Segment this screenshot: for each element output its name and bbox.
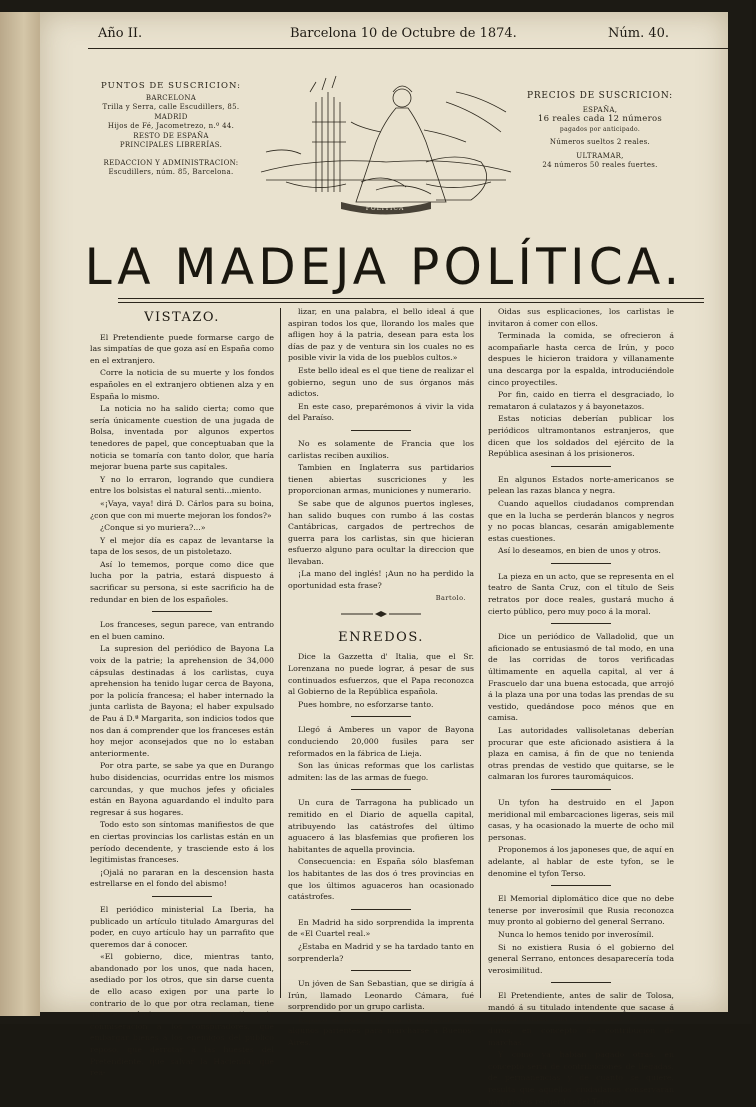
section-heading-enredos: ENREDOS. [338, 629, 424, 645]
paragraph: Este bello ideal es el que tiene de realizar el gobierno, segun uno de sus órganos más adictos. [288, 365, 474, 399]
paragraph: No es solamente de Francia que los carlistas reciben auxilios. [288, 438, 474, 460]
paragraph: El Pretendiente puede formarse cargo de las simpatías de que goza así en España como en el extranjero. [90, 332, 274, 365]
separator [351, 716, 411, 718]
paragraph: Un jóven de San Sebastian, que se dirigía á Irún, llamado Leonardo Cámara, fué sorprendido por un grupo carlista. [288, 979, 474, 1012]
column-1 [90, 310, 274, 1078]
section-heading-vistazo: VISTAZO. [144, 310, 220, 325]
price-line: 24 números 50 reales fuertes. [542, 161, 658, 169]
separator [152, 611, 212, 613]
separator [351, 909, 411, 911]
paragraph: Son las únicas reformas que los carlistas admiten: las de las armas de fuego. [288, 761, 474, 782]
paragraph: Oidas sus esplicaciones, los carlistas le invitaron á comer con ellos. [488, 307, 674, 328]
paragraph: Por otra parte, se sabe ya que en Durango hubo disidencias, ocurridas entre los mismos carcundas, y que muchos jefes y oficiales están en Bayona aguardando el indulto para regresar á sus hogares. [90, 761, 274, 817]
paragraph: Y como ya habian pagado otras, en concepto sería de contribuciones de llegadas, de permanencias y de cuanto se quiere, resulta que aquellos ciudadanos conservarán muy gratos recuerdos del Terso. [488, 1050, 674, 1106]
separator [551, 982, 611, 984]
paragraph: Proponemos á los japoneses que, de aquí en adelante, al hablar de este tyfon, se le denomine el tyfon Terso. [488, 845, 674, 878]
paragraph: Y el mejor día es capaz de levantarse la tapa de los sesos, de un pistoletazo. [90, 535, 274, 557]
separator [551, 789, 611, 791]
vignette-banner: POLÍTICA [365, 205, 405, 212]
ornament-divider [288, 610, 474, 622]
year-label: Año II. [98, 26, 143, 41]
paragraph: lizar, en una palabra, el bello ideal á que aspiran todos los que, llorando los males que afligen hoy á la patria, desean para esta los días de paz y de ventura sin los cuales no es posible vivir la vida de los pueblos cultos.» [288, 307, 474, 363]
paragraph: Un tyfon ha destruido en el Japon meridional mil embarcaciones ligeras, seis mil casas, y ha ocasionado la muerte de ocho mil personas. [488, 797, 674, 842]
paragraph: Pues hombre, no esforzarse tanto. [298, 699, 434, 709]
vignette-illustration [256, 62, 516, 222]
paragraph: Los franceses, segun parece, van entrando en el buen camino. [90, 620, 274, 641]
paragraph: ¿Conque si yo muriera?...» [100, 523, 206, 533]
sp-line: Trilla y Serra, calle Escudillers, 85. [102, 103, 240, 111]
office-address: Escudillers, núm. 85, Barcelona. [108, 168, 234, 176]
column-rule-2 [480, 308, 481, 998]
paragraph: En Madrid ha sido sorprendida la imprenta de «El Cuartel real.» [288, 917, 474, 939]
paragraph: Todo esto son síntomas manifiestos de que en ciertas provincias los carlistas están en un período decendente, y trasciende esto á los legitimistas franceses. [90, 820, 274, 865]
sp-line: PRINCIPALES LIBRERÍAS. [119, 141, 223, 149]
ornament-icon [341, 610, 421, 618]
paragraph: «El gobierno, dice, mientras tanto, abandonado por los unos, que nada hacen, asediado por los otros, que sin darse cuenta de ello acaso exigen por una parte lo contrario de lo que por otra reclaman, tiene que ser enérgico y severo, que castigar sin conmiseracion á los conspiradores, que embargar bienes á los enemigos del público reposo, que derrotar á las huestes del Pretendiente, que salvar la Hacienda, que rea- [90, 952, 274, 1078]
paragraph: Estas noticias deberían publicar los periódicos ultramontanos estranjeros, que dicen que los soldados del ejército de la República asesinan á los prisioneros. [488, 414, 674, 459]
separator [551, 563, 611, 565]
separator [551, 623, 611, 625]
paragraph: Así lo tememos, porque como dice que lucha por la patria, estará dispuesto á sacrificar su persona, si este sacrificio ha de redundar en bien de los españoles. [90, 559, 274, 604]
sp-line: MADRID [154, 112, 188, 121]
paragraph: El Memorial diplomático dice que no debe tenerse por inverosímil que Rusia reconozca muy pronto al gobierno del general Serrano. [488, 894, 674, 927]
price-line: Números sueltos 2 reales. [549, 138, 651, 146]
paragraph: «¡Vaya, vaya! dirá D. Cárlos para su boina, ¿con que con mi muerte mejoran los fondos?» [90, 498, 274, 520]
signature: Bartolo. [435, 593, 466, 602]
allegorical-vignette [256, 62, 516, 222]
office-title: REDACCION Y ADMINISTRACION: [103, 158, 239, 167]
paragraph: Si no existiera Rusia ó el gobierno del general Serrano, entonces desaparecería toda verosimilitud. [488, 942, 674, 975]
paragraph: Las autoridades vallisoletanas deberían procurar que este aficionado asistiera á la plaza en camisa, á fin de que no tenienda otras prendas de vestido que quitarse, se le calmaran los furores tauromáquicos. [488, 726, 674, 782]
paragraph: ¡Ojalá no pararan en la descension hasta estrellarse en el fondo del abismo! [90, 867, 274, 889]
paragraph: El periódico ministerial La Iberia, ha publicado un artículo titulado Amarguras del poder, en cuyo artículo hay un parrafito que queremos dar á conocer. [90, 904, 274, 949]
paragraph: ¿Estaba en Madrid y se ha tardado tanto en sorprenderla? [288, 941, 474, 963]
paragraph: Consecuencia: en España sólo blasfeman los habitantes de las dos ó tres provincias en que los últimos aguaceros han ocasionado catástrofes. [288, 857, 474, 902]
paragraph: Un cura de Tarragona ha publicado un remitido en el Diario de aquella capital, atribuyendo las catástrofes del último aguacero á las blasfemias que profieren los habitantes de aquella provincia. [288, 798, 474, 854]
paragraph: Dice la Gazzetta d' Italia, que el Sr. Lorenzana no puede lograr, á pesar de sus continuados esfuerzos, que el Papa reconozca al Gobierno de la República española. [288, 652, 474, 697]
sp-line: BARCELONA [145, 93, 197, 102]
separator [351, 970, 411, 972]
price-line: 16 reales cada 12 números [537, 114, 663, 124]
paragraph: Se sabe que de algunos puertos ingleses, han salido buques con rumbo á las costas Cantábricas, cargados de pertrechos de guerra para los carlistas, sin que hicieran esfuerzo alguno para ocultar la direccion que llevaban. [288, 498, 474, 566]
column-3 [488, 306, 674, 1106]
paragraph: Terminada la comida, se ofrecieron á acompañarle hasta cerca de Irún, y poco despues le hicieron traidora y villanamente una descarga por la espalda, introduciéndole cinco proyectiles. [488, 331, 674, 387]
separator [152, 896, 212, 898]
paragraph: ¡La mano del inglés! ¡Aun no ha perdido la oportunidad esta frase? [288, 569, 474, 591]
price-line: ULTRAMAR, [576, 151, 624, 160]
subscription-points [96, 82, 246, 178]
paragraph: Cuando aquellos ciudadanos comprendan que en la lucha se perderán blancos y negros y no pocas blancas, cesarán amigablemente estas cuestiones. [488, 498, 674, 543]
subscription-prices [520, 92, 680, 171]
paragraph: La noticia no ha salido cierta; como que sería únicamente cuestion de una jugada de Bolsa, inventada por algunos expertos tenedores de papel, que conceptuaban que la noticia se tomaría con tanto dolor, que haría mejorar buena parte sus capitales. [90, 404, 274, 472]
paragraph: En algunos Estados norte-americanos se pelean las razas blanca y negra. [488, 474, 674, 496]
paragraph: En este caso, preparémonos á vivir la vida del Paraíso. [288, 401, 474, 423]
sp-line: RESTO DE ESPAÑA [133, 131, 209, 140]
subscription-points-title: PUNTOS DE SUSCRICION: [101, 81, 241, 91]
prices-title: PRECIOS DE SUSCRICION: [526, 91, 674, 101]
header-rule [88, 48, 728, 49]
dateline: Barcelona 10 de Octubre de 1874. [290, 26, 517, 41]
price-line: pagados por anticipado. [559, 125, 641, 133]
paragraph: Corre la noticia de su muerte y los fondos españoles en el extranjero obtienen alza y en España lo mismo. [90, 368, 274, 401]
separator [551, 885, 611, 887]
previous-page-edge [0, 12, 40, 1016]
separator [351, 789, 411, 791]
column-2 [288, 306, 474, 1048]
masthead-rule [118, 298, 704, 303]
paragraph: Llegó á Amberes un vapor de Bayona conduciendo 20,000 fusiles para ser reformados en la fábrica de Lieja. [288, 725, 474, 758]
separator [351, 430, 411, 432]
paragraph: Y no lo erraron, logrando que cundiera entre los bolsistas el natural senti...miento. [90, 474, 274, 496]
paragraph: Dice un periódico de Valladolid, que un aficionado se entusiasmó de tal modo, en una de las corridas de toros verificadas últimamente en aquella capital, al ver á Frascuelo dar una buena estocada, que arrojó á la plaza una por una todas las prendas de su vestido, quedándose poco ménos que en camisa. [488, 632, 674, 723]
price-line: ESPAÑA, [582, 105, 618, 114]
paragraph: La supresion del periódico de Bayona La voix de la patrie; la aprehension de 34,000 cápsulas destinadas á los carlistas, cuya aprehension ha tenido lugar cerca de Bayona, por la policía francesa; el haber internado la junta carlista de Bayona; el haber expulsado de Pau á D.ª Margarita, son indicios todos que nos dan á comprender que los franceses están hoy mejor aconsejados que no lo estaban anteriormente. [90, 644, 274, 758]
paragraph: La pieza en un acto, que se representa en el teatro de Santa Cruz, con el título de Seis retratos por doce reales, gustará mucho á cierto público, pero muy poco á la moral. [488, 571, 674, 616]
issue-number: Núm. 40. [608, 26, 670, 41]
separator [551, 466, 611, 468]
paragraph: Tambien en Inglaterra sus partidarios tienen abiertas suscriciones y les proporcionan armas, municiones y numerario. [288, 463, 474, 496]
paragraph: El Pretendiente, antes de salir de Tolosa, mandó á su titulado intendente que sacase á aquella ciudad una contribucion de tres mil duros, en concepto de contribucion de marchas. [488, 991, 674, 1047]
column-rule-1 [280, 308, 281, 998]
paragraph: Nunca lo hemos tenido por inverosímil. [498, 929, 654, 939]
newspaper-page [40, 12, 728, 1106]
masthead-title: LA MADEJA POLÍTICA. [84, 238, 684, 296]
paragraph: Explicó el jóven que iba á despedirse de algunos parientes para marcharse á Buenos-Aires. [288, 1014, 474, 1048]
sp-line: Hijos de Fé, Jacometrezo, n.º 44. [107, 122, 235, 130]
paragraph: Así lo deseamos, en bien de unos y otros. [498, 546, 661, 556]
paragraph: Por fin, caido en tierra el desgraciado, lo remataron á culatazos y á bayonetazos. [488, 390, 674, 411]
